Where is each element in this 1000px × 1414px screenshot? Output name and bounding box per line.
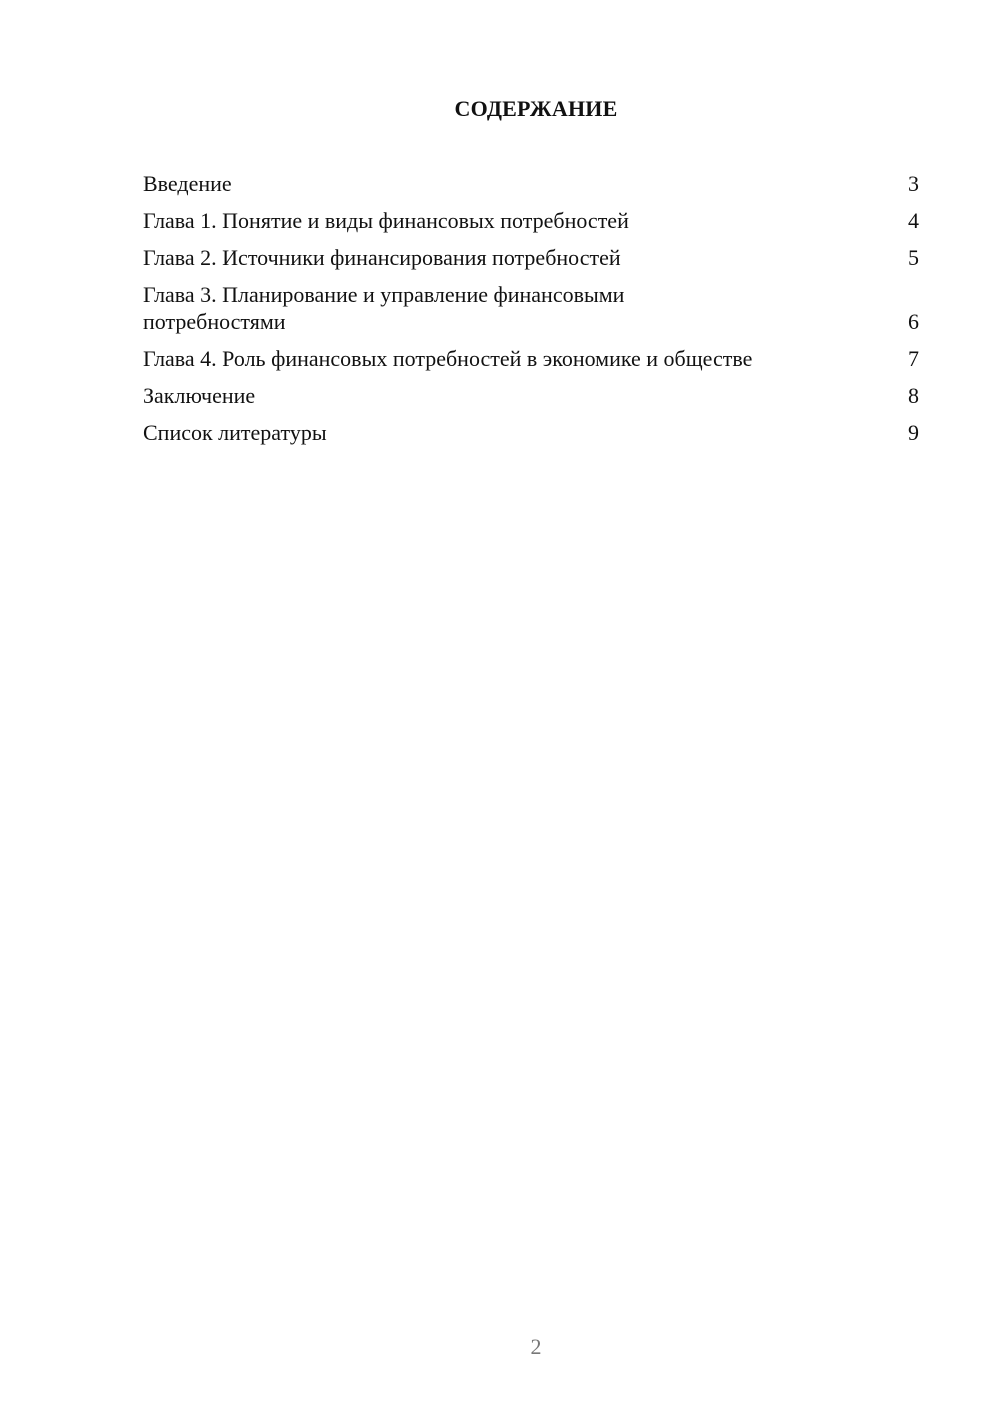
toc-entry-chapter-3	[143, 281, 919, 335]
toc-entry-title: Глава 3. Планирование и управление финансовыми потребностями	[143, 282, 625, 334]
toc-entry-page: 6	[908, 309, 919, 334]
toc-entry-page: 3	[908, 171, 919, 196]
toc-entry-title: Глава 1. Понятие и виды финансовых потребностей	[143, 208, 629, 233]
toc-entry-title: Глава 2. Источники финансирования потребностей	[143, 245, 621, 270]
toc-entry-chapter-1	[143, 207, 919, 234]
page-title: СОДЕРЖАНИЕ	[454, 96, 618, 121]
toc-entry-title: Список литературы	[143, 420, 327, 445]
toc-entry-conclusion	[143, 382, 919, 409]
toc-entry-page: 5	[908, 245, 919, 270]
toc-entry-references	[143, 419, 919, 446]
toc-entry-introduction	[143, 170, 919, 197]
toc-entry-page: 4	[908, 208, 919, 233]
toc-entry-title: Введение	[143, 171, 232, 196]
table-of-contents	[143, 170, 919, 456]
toc-entry-title: Глава 4. Роль финансовых потребностей в экономике и обществе	[143, 346, 753, 371]
toc-entry-page: 9	[908, 420, 919, 445]
page-number: 2	[530, 1334, 542, 1359]
toc-entry-title: Заключение	[143, 383, 256, 408]
toc-entry-chapter-4	[143, 345, 919, 372]
toc-entry-page: 7	[908, 346, 919, 371]
toc-entry-chapter-2	[143, 244, 919, 271]
toc-entry-page: 8	[908, 383, 919, 408]
